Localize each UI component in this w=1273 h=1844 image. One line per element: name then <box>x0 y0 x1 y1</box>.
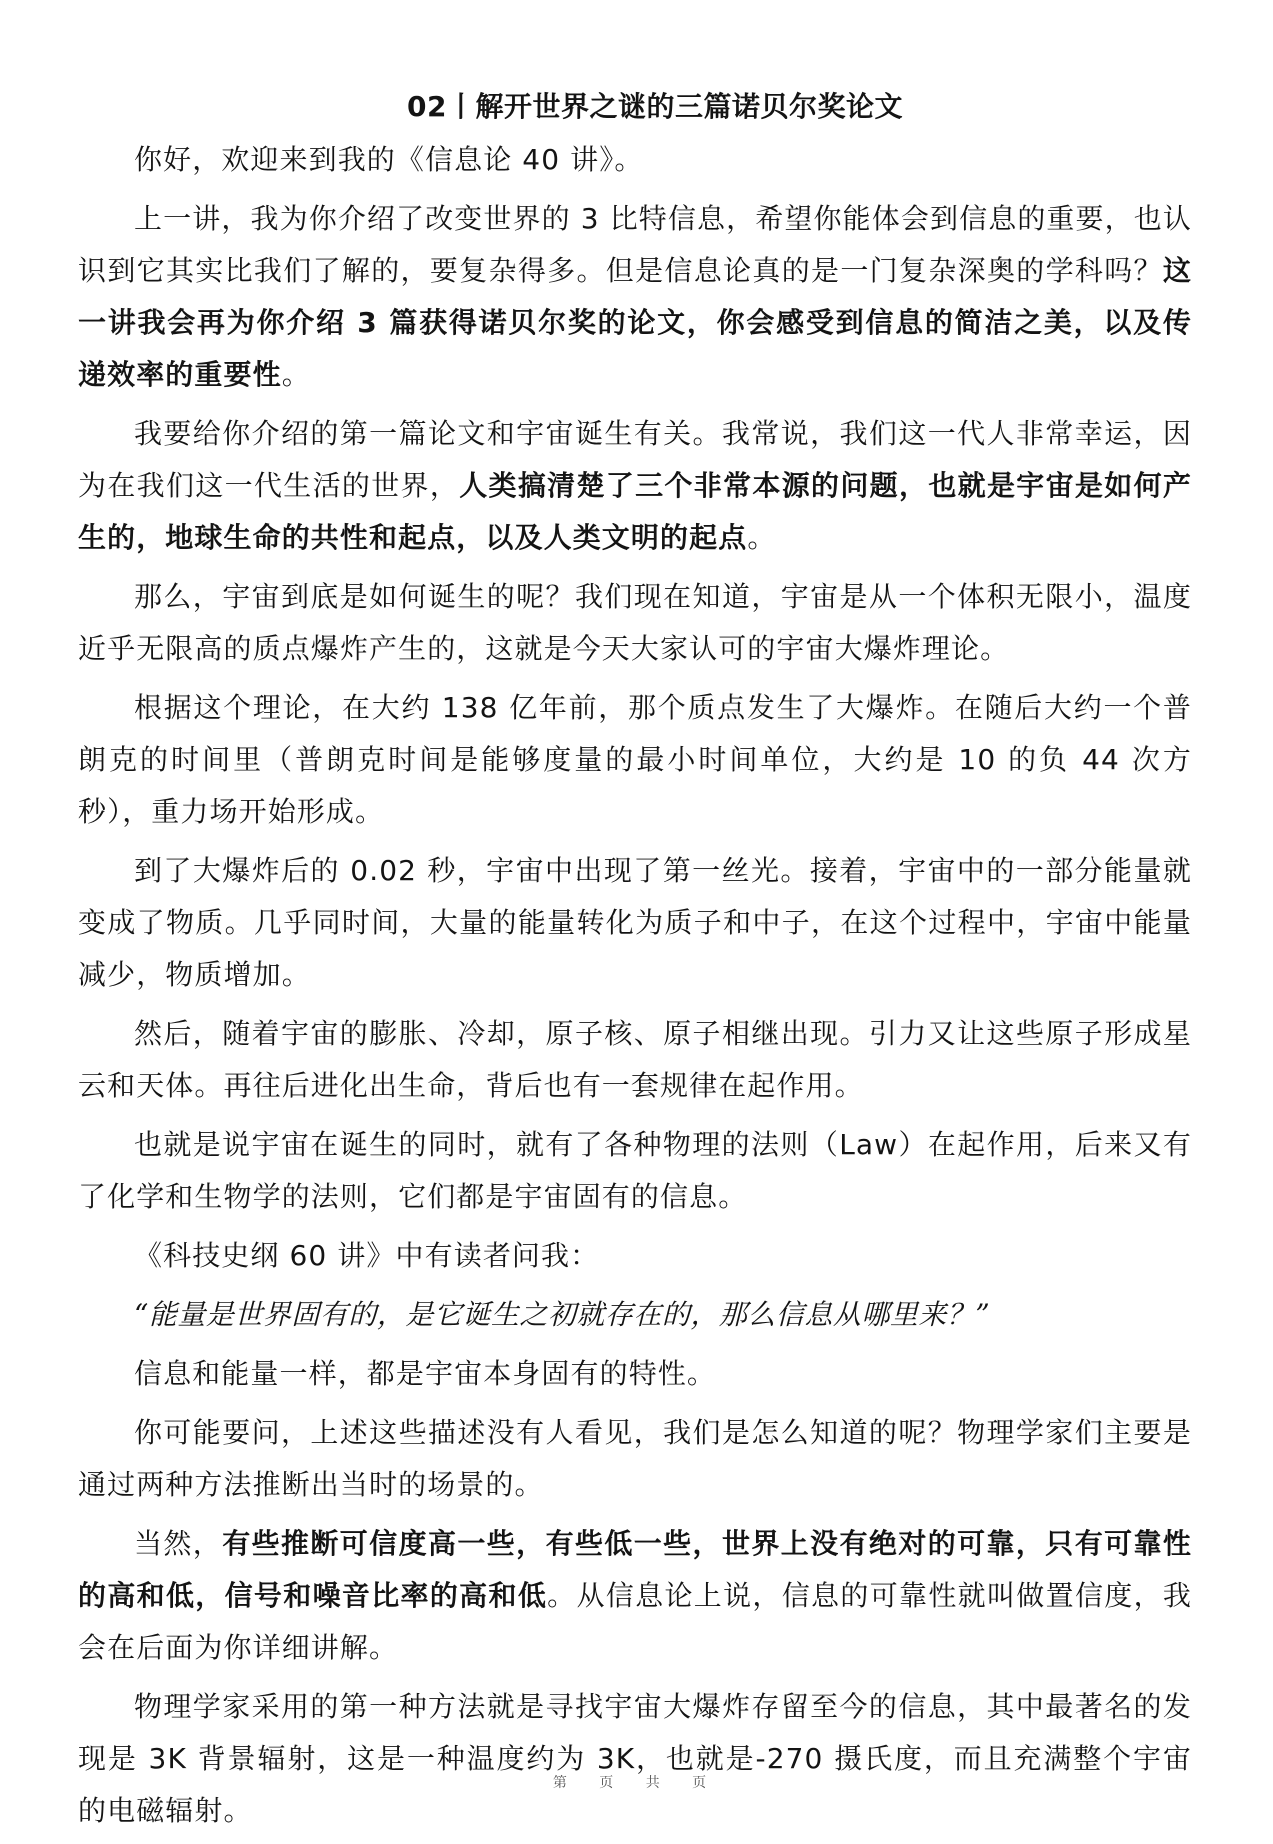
paragraph <box>78 193 1192 401</box>
text-run: 我要给你介绍的第一篇论文和宇宙诞生有关。我常说，我们这一代人非常幸运，因为在我们这一代生活的世界， <box>78 417 1192 502</box>
paragraph <box>78 1518 1192 1674</box>
text-run: 那么，宇宙到底是如何诞生的呢？我们现在知道，宇宙是从一个体积无限小，温度近乎无限高的质点爆炸产生的，这就是今天大家认可的宇宙大爆炸理论。 <box>78 580 1192 665</box>
paragraph <box>78 408 1192 564</box>
text-run: 。从信息论上说，信息的可靠性就叫做置信度，我会在后面为你详细讲解。 <box>78 1579 1193 1664</box>
page-footer: 第 页 共 页 <box>552 1775 721 1791</box>
bold-text: 这一讲我会再为你介绍 3 篇获得诺贝尔奖的论文，你会感受到信息的简洁之美，以及传递效率的重要性 <box>78 254 1192 391</box>
paragraph <box>78 1230 1192 1282</box>
paragraph <box>78 134 1192 186</box>
text-run: 。 <box>747 521 777 554</box>
document-body <box>78 134 1192 1837</box>
text-run: 。 <box>281 358 311 391</box>
text-run: 信息和能量一样，都是宇宙本身固有的特性。 <box>134 1357 717 1390</box>
paragraph <box>78 1008 1192 1112</box>
text-run: 物理学家采用的第一种方法就是寻找宇宙大爆炸存留至今的信息，其中最著名的发现是 3K 背景辐射，这是一种温度约为 3K，也就是-270 摄氏度，而且充满整个宇宙的电磁辐射。 <box>78 1690 1192 1827</box>
text-run: 也就是说宇宙在诞生的同时，就有了各种物理的法则（Law）在起作用，后来又有了化学和生物学的法则，它们都是宇宙固有的信息。 <box>78 1128 1192 1213</box>
bold-text: 人类搞清楚了三个非常本源的问题，也就是宇宙是如何产生的，地球生命的共性和起点，以及人类文明的起点 <box>78 469 1192 554</box>
paragraph <box>78 571 1192 675</box>
paragraph <box>78 1289 1192 1341</box>
paragraph <box>78 1119 1192 1223</box>
text-run: 当然， <box>134 1527 223 1560</box>
text-run: 《科技史纲 60 讲》中有读者问我： <box>134 1239 600 1272</box>
paragraph <box>78 682 1192 838</box>
text-run: 你可能要问，上述这些描述没有人看见，我们是怎么知道的呢？物理学家们主要是通过两种方法推断出当时的场景的。 <box>78 1416 1192 1501</box>
text-run: 然后，随着宇宙的膨胀、冷却，原子核、原子相继出现。引力又让这些原子形成星云和天体。再往后进化出生命，背后也有一套规律在起作用。 <box>78 1017 1192 1102</box>
paragraph <box>78 1348 1192 1400</box>
text-run: 到了大爆炸后的 0.02 秒，宇宙中出现了第一丝光。接着，宇宙中的一部分能量就变成了物质。几乎同时间，大量的能量转化为质子和中子，在这个过程中，宇宙中能量减少，物质增加。 <box>78 854 1192 991</box>
bold-text: 有些推断可信度高一些，有些低一些，世界上没有绝对的可靠，只有可靠性的高和低，信号和噪音比率的高和低 <box>78 1527 1192 1612</box>
text-run: 你好，欢迎来到我的《信息论 40 讲》。 <box>134 143 644 176</box>
paragraph <box>78 1407 1192 1511</box>
page-title: 02丨解开世界之谜的三篇诺贝尔奖论文 <box>407 90 903 123</box>
paragraph <box>78 1681 1192 1837</box>
paragraph <box>78 845 1192 1001</box>
quote-text: “能量是世界固有的，是它诞生之初就存在的，那么信息从哪里来？” <box>134 1298 991 1331</box>
document-page <box>78 80 1192 1844</box>
text-run: 上一讲，我为你介绍了改变世界的 3 比特信息，希望你能体会到信息的重要，也认识到它其实比我们了解的，要复杂得多。但是信息论真的是一门复杂深奥的学科吗？ <box>78 202 1192 287</box>
text-run: 根据这个理论，在大约 138 亿年前，那个质点发生了大爆炸。在随后大约一个普朗克的时间里（普朗克时间是能够度量的最小时间单位，大约是 10 的负 44 次方秒），重力场开始形成。 <box>78 691 1192 828</box>
